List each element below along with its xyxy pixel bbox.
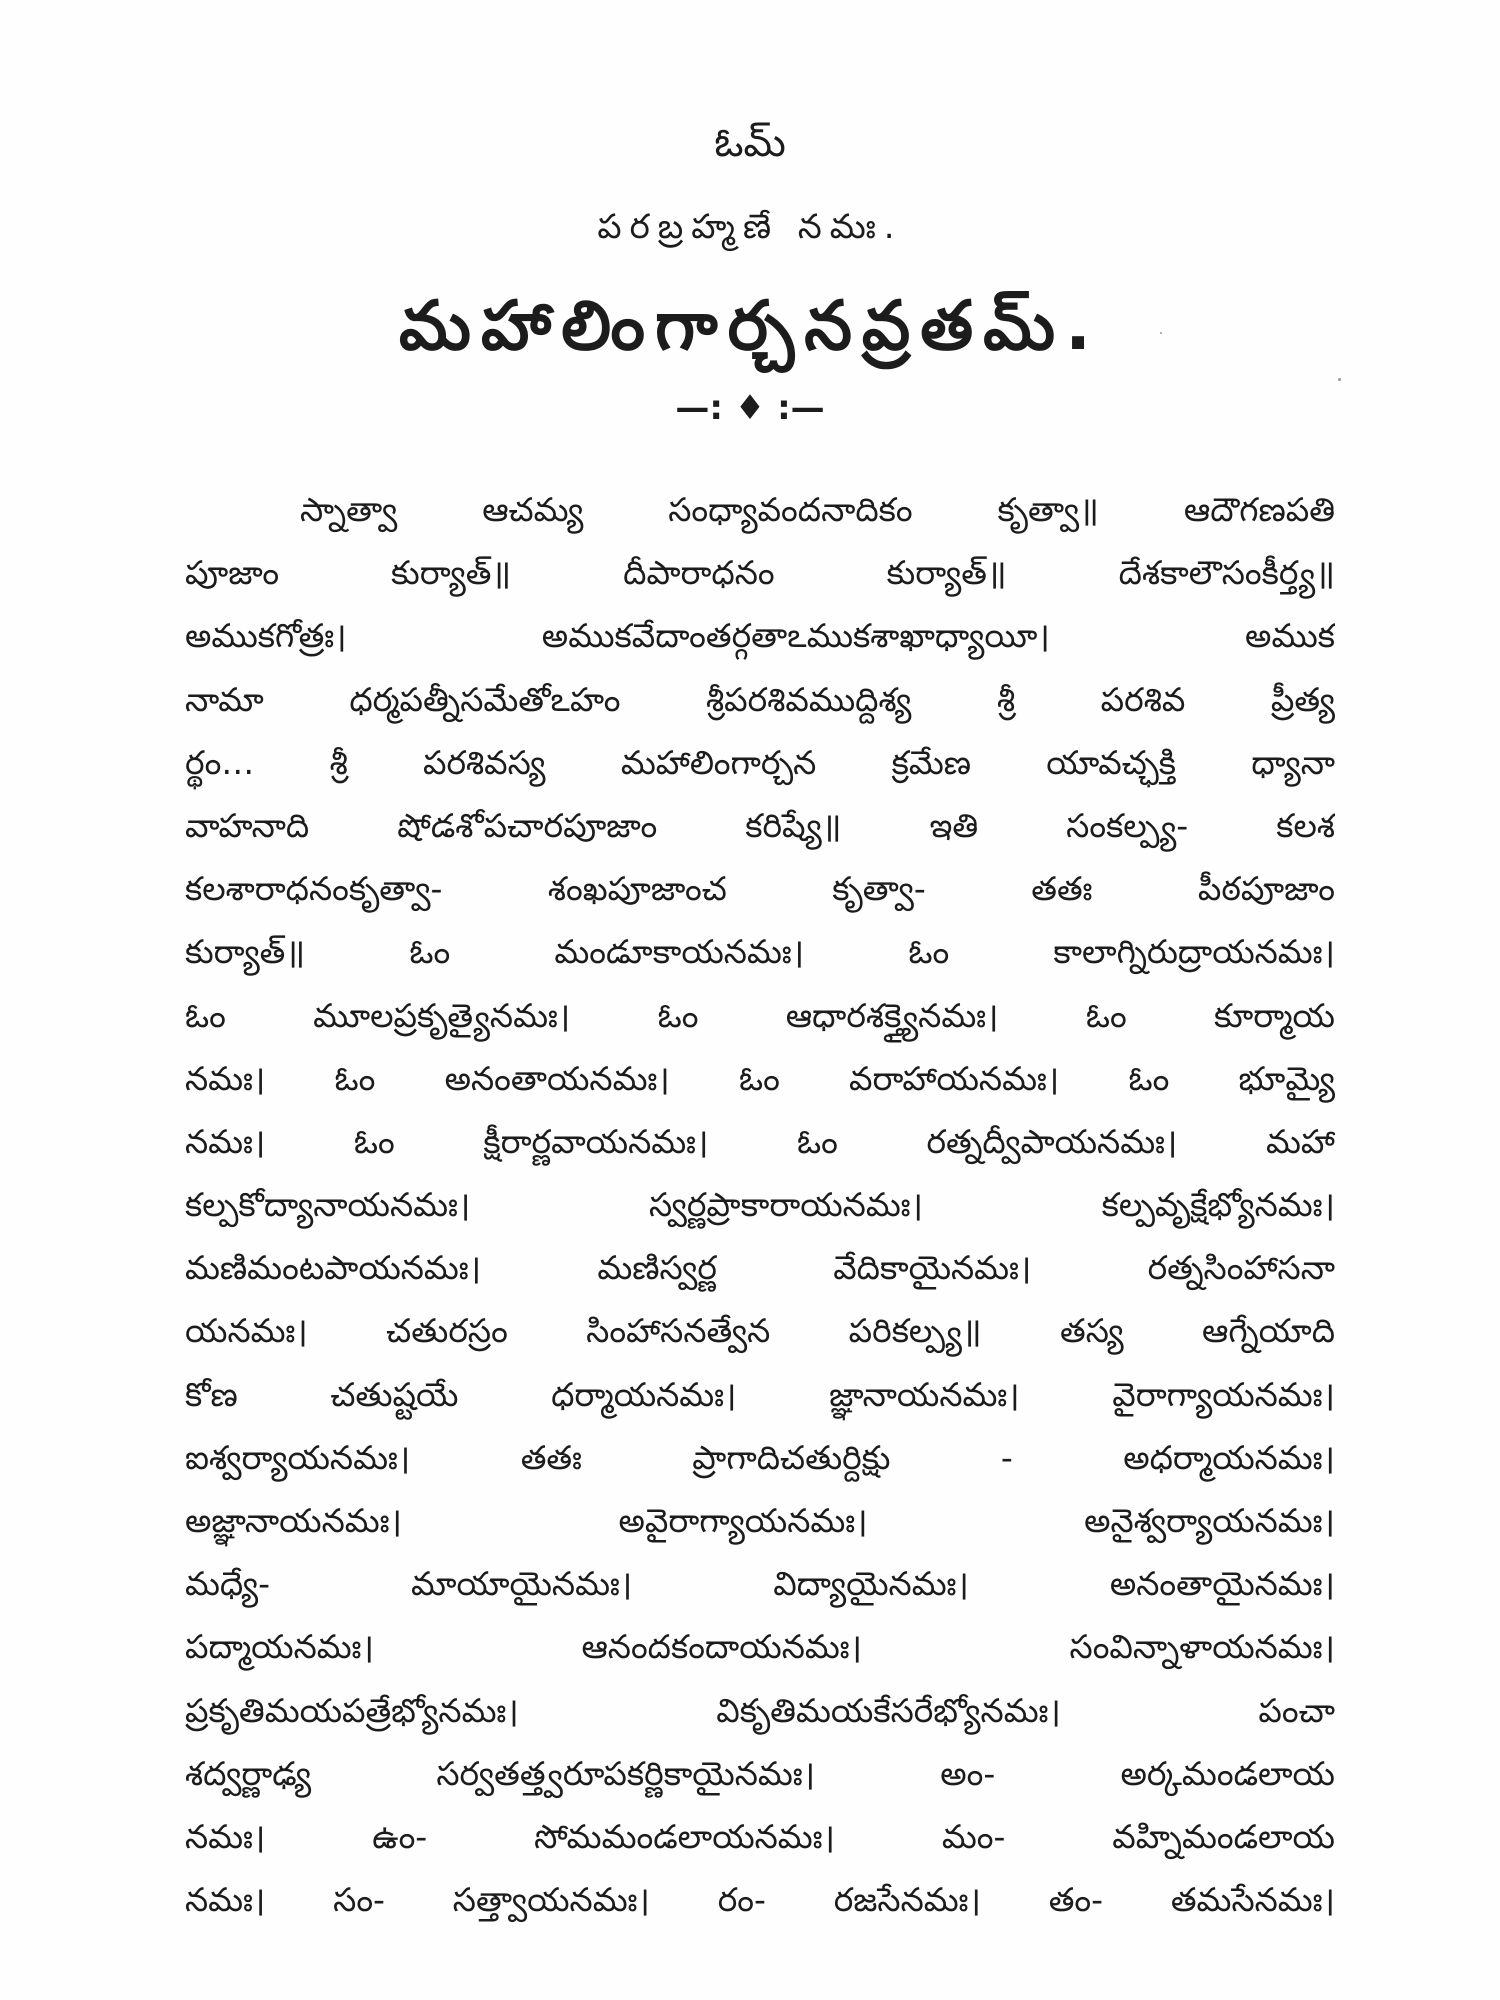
text-line: నమః। ఓం అనంతాయనమః। ఓం వరాహాయనమః। ఓం భూమ్యై xyxy=(185,1058,1335,1098)
text-line: నమః। ఓం క్షీరార్ణవాయనమః। ఓం రత్నద్వీపాయనమః। మహా xyxy=(185,1121,1335,1161)
text-line: కుర్యాత్॥ ఓం మండూకాయనమః। ఓం కాలాగ్నిరుద్రాయనమః। xyxy=(185,932,1335,972)
text-line: నామా ధర్మపత్నీసమేతోఽహం శ్రీపరశివముద్దిశ్య శ్రీ పరశివ ప్రీత్య xyxy=(185,679,1335,719)
text-line: కల్పకోద్యానాయనమః। స్వర్ణప్రాకారాయనమః। కల్పవృక్షేభ్యోనమః। xyxy=(185,1185,1335,1225)
text-line: నమః। ఉం- సోమమండలాయనమః। మం- వహ్నిమండలాయ xyxy=(185,1816,1335,1856)
text-line: శద్వర్ణాఢ్య సర్వతత్త్వరూపకర్ణికాయైనమః। అం- అర్కమండలాయ xyxy=(185,1753,1335,1793)
invocation-line: పరబ్రహ్మణే నమః. xyxy=(597,207,903,247)
text-line: నమః। సం- సత్త్వాయనమః। రం- రజసేనమః। తం- తమసేనమః। xyxy=(185,1880,1335,1920)
text-line: పూజాం కుర్యాత్॥ దీపారాధనం కుర్యాత్॥ దేశకాలౌసంకీర్త్య॥ xyxy=(185,553,1335,593)
text-line: వాహనాది షోడశోపచారపూజాం కరిష్యే॥ ఇతి సంకల్ప్య- కలశ xyxy=(185,805,1335,845)
page-title: మహాలింగార్చనవ్రతమ్. xyxy=(399,287,1101,366)
om-heading: ఓమ్ xyxy=(714,120,786,166)
text-line: కోణ చతుష్టయే ధర్మాయనమః। జ్ఞానాయనమః। వైరాగ్యాయనమః। xyxy=(185,1374,1335,1414)
text-line: మణిమంటపాయనమః। మణిస్వర్ణ వేదికాయైనమః। రత్నసింహాసనా xyxy=(185,1248,1335,1288)
text-line: అజ్ఞానాయనమః। అవైరాగ్యాయనమః। అనైశ్వర్యాయనమః। xyxy=(185,1501,1335,1540)
text-line: ఐశ్వర్యాయనమః। తతః ప్రాగాదిచతుర్దిక్షు - అధర్మాయనమః। xyxy=(185,1437,1335,1477)
scan-speck xyxy=(1338,378,1341,381)
text-line: ప్రకృతిమయపత్రేభ్యోనమః। వికృతిమయకేసరేభ్యోనమః। పంచా xyxy=(185,1690,1335,1730)
ornament-divider: —: ♦ :— xyxy=(675,388,825,428)
text-line: పద్మాయనమః। ఆనందకందాయనమః। సంవిన్నాళాయనమః। xyxy=(185,1627,1335,1667)
body-text xyxy=(185,478,1335,1931)
text-line: యనమః। చతురస్రం సింహాసనత్వేన పరికల్ప్య॥ తస్య ఆగ్నేయాది xyxy=(185,1311,1335,1351)
text-line: ర్థం… శ్రీ పరశివస్య మహాలింగార్చన క్రమేణ యావచ్ఛక్తి ధ్యానా xyxy=(185,742,1335,782)
text-line: అముకగోత్రః। అముకవేదాంతర్గతాఽముకశాఖాధ్యాయీ। అముక xyxy=(185,616,1335,656)
text-line: కలశారాధనంకృత్వా- శంఖపూజాంచ కృత్వా- తతః పీఠపూజాం xyxy=(185,869,1335,909)
scan-speck xyxy=(1160,332,1162,334)
text-line: ఓం మూలప్రకృత్యైనమః। ఓం ఆధారశక్త్యైనమః। ఓం కూర్మాయ xyxy=(185,995,1335,1035)
text-line: స్నాత్వా ఆచమ్య సంధ్యావందనాదికం కృత్వా॥ ఆదౌగణపతి xyxy=(300,490,1335,529)
text-line: మధ్యే- మాయాయైనమః। విద్యాయైనమః। అనంతాయైనమః। xyxy=(185,1564,1335,1604)
